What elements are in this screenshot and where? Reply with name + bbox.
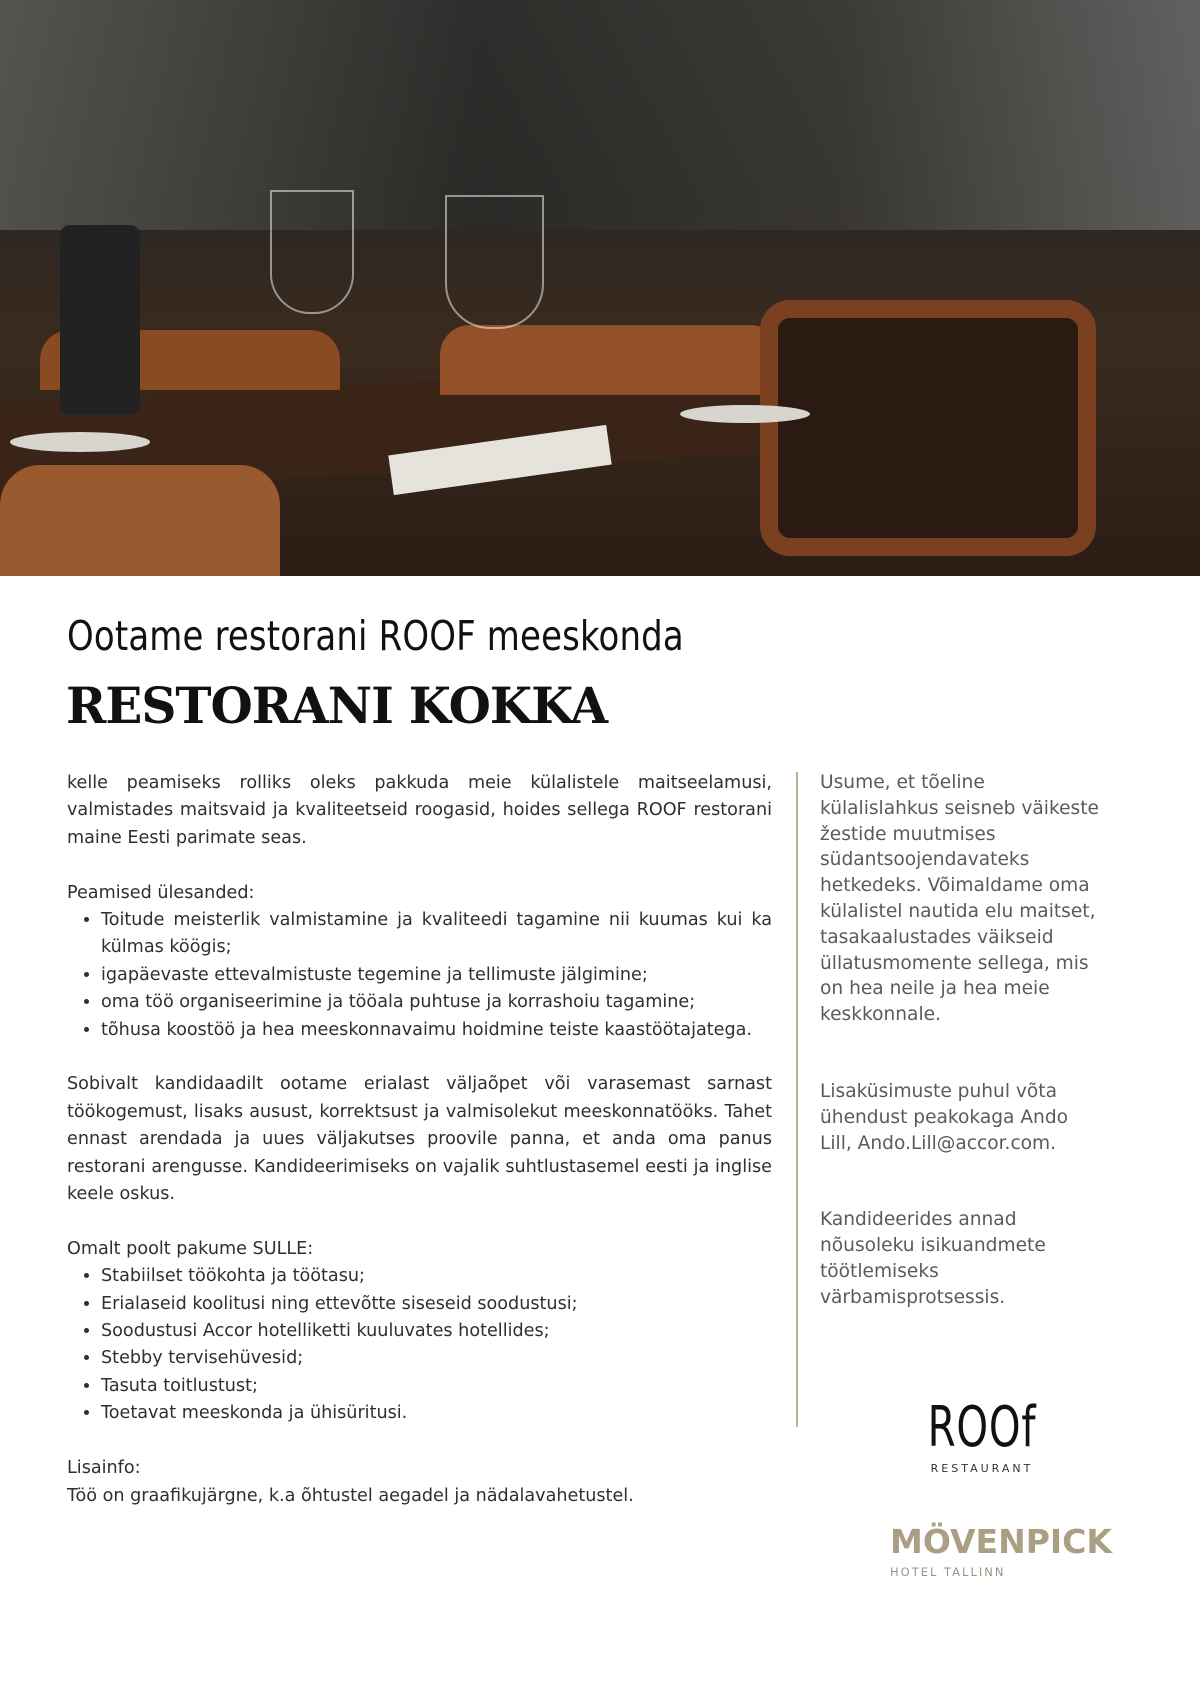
text-line: üllatusmomente sellega, mis [820, 952, 1089, 974]
text-line: külalistel nautida elu maitset, [820, 900, 1096, 922]
info-text: Töö on graafikujärgne, k.a õhtustel aegadel ja nädalavahetustel. [67, 1485, 634, 1506]
list-item: • Tasuta toitlustust; [101, 1373, 772, 1400]
roof-logo-subtext: RESTAURANT [930, 1462, 1034, 1475]
list-item: • oma töö organiseerimine ja tööala puhtuse ja korrashoiu tagamine; [101, 989, 772, 1016]
page-title: RESTORANI KOKKA [66, 676, 608, 735]
text-line: žestide muutmises [820, 823, 996, 845]
text-line: töötlemiseks [820, 1260, 939, 1282]
text-line: ühendust peakokaga Ando [820, 1106, 1069, 1128]
list-item: • Toetavat meeskonda ja ühisüritusi. [101, 1400, 772, 1427]
tasks-heading: Peamised ülesanded: [67, 882, 255, 903]
text-line: hetkedeks. Võimaldame oma [820, 875, 1090, 897]
text-line: Lisaküsimuste puhul võta [820, 1080, 1057, 1102]
text-line: Usume, et tõeline [820, 772, 985, 793]
list-item: • tõhusa koostöö ja hea meeskonnavaimu hoidmine teiste kaastöötajatega. [101, 1017, 772, 1044]
requirements-text: Sobivalt kandidaadilt ootame erialast väljaõpet või varasemast sarnast töökogemust, lisaks ausust, korrektsust ja valmisolekut meeskonnatööks. Tahet ennast arendada ja uues väljakutses proovile panna, et anda oma panus restorani arengusse. Kandideerimiseks on vajalik suhtlustasemel eesti ja inglise keele oskus. [67, 1074, 772, 1205]
job-description [67, 770, 772, 1510]
list-item: • Stebby tervisehüvesid; [101, 1345, 772, 1372]
text-line: nõusoleku isikuandmete [820, 1235, 1046, 1257]
movenpick-logo-text: MÖVENPICK [890, 1522, 1112, 1561]
list-item: • Stabiilset töökohta ja töötasu; [101, 1263, 772, 1290]
intro-text: kelle peamiseks rolliks oleks pakkuda meie külalistele maitseelamusi, valmistades maitsvaid ja kvaliteetseid roogasid, hoides sellega ROOF restorani maine Eesti parimate seas. [67, 773, 772, 848]
info-heading: Lisainfo: [67, 1458, 141, 1479]
values-paragraph [820, 770, 1150, 1028]
list-item: • Soodustusi Accor hotelliketti kuuluvates hotellides; [101, 1318, 772, 1345]
text-line: külalislahkus seisneb väikeste [820, 797, 1099, 819]
tasks-list [67, 907, 772, 1044]
text-line: värbamisprotsessis. [820, 1286, 1006, 1308]
contact-paragraph [820, 1079, 1150, 1156]
contact-email[interactable]: Lill, Ando.Lill@accor.com. [820, 1132, 1057, 1154]
roof-logo-text: ROOf [927, 1395, 1037, 1460]
offer-heading: Omalt poolt pakume SULLE: [67, 1238, 314, 1259]
offers-list [67, 1263, 772, 1427]
text-line: tasakaalustades väikseid [820, 926, 1054, 948]
page-subtitle: Ootame restorani ROOF meeskonda [67, 612, 684, 660]
movenpick-logo-subtext: HOTEL TALLINN [890, 1565, 1006, 1579]
text-line: Kandideerides annad [820, 1209, 1017, 1231]
text-line: südantsoojendavateks [820, 849, 1030, 871]
consent-paragraph [820, 1207, 1150, 1310]
text-line: keskkonnale. [820, 1004, 941, 1026]
list-item: • igapäevaste ettevalmistuste tegemine ja tellimuste jälgimine; [101, 962, 772, 989]
roof-restaurant-logo [912, 1395, 1052, 1475]
hero-photo [0, 0, 1200, 576]
sidebar-text [820, 770, 1150, 1311]
list-item: • Erialaseid koolitusi ning ettevõtte siseseid soodustusi; [101, 1291, 772, 1318]
list-item: • Toitude meisterlik valmistamine ja kvaliteedi tagamine nii kuumas kui ka külmas köögis; [101, 907, 772, 962]
column-divider [796, 772, 798, 1427]
movenpick-logo [890, 1522, 1112, 1579]
text-line: on hea neile ja hea meie [820, 978, 1050, 1000]
